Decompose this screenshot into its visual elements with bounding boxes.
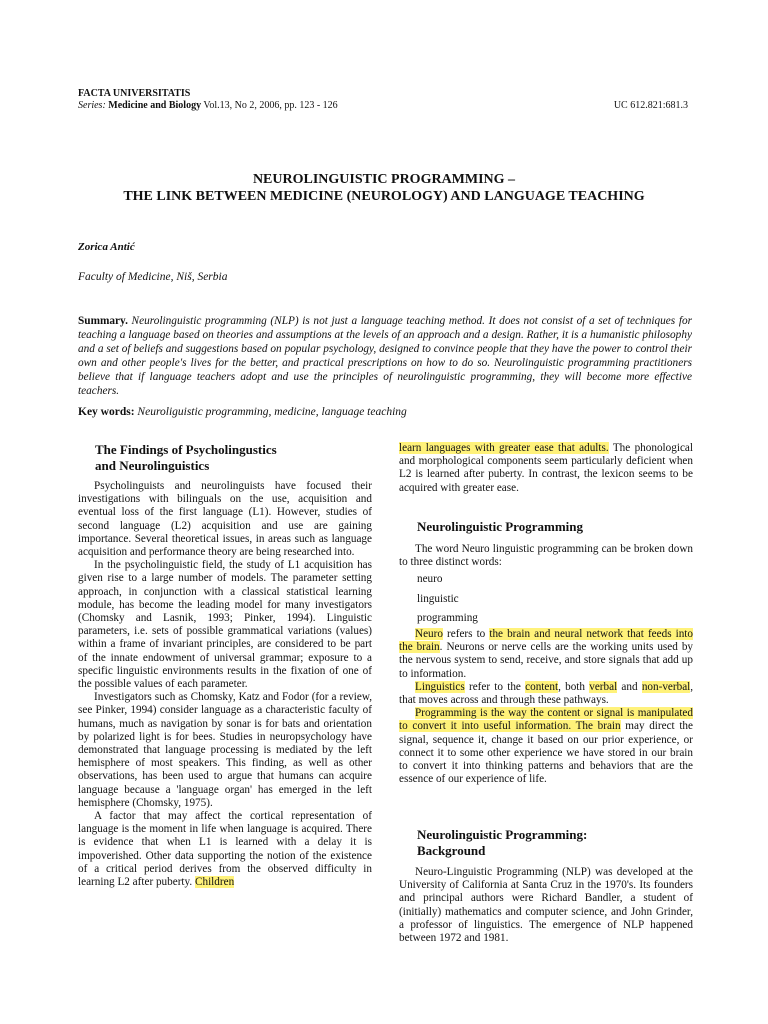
highlighted-text: Children [195, 876, 235, 889]
left-column-body [78, 480, 372, 889]
paragraph-text: . Neurons or nerve cells are the working units used by the nervous system to send, receive, and store signals that add up to information. [399, 641, 694, 680]
highlighted-text: Neuro [415, 628, 443, 640]
highlighted-text: Linguistics [415, 680, 465, 693]
section-heading-findings [95, 442, 277, 474]
paragraph: Neuro-Linguistic Programming (NLP) was developed at the University of California at Santa Cruz in the 1970's. Its founders and principal authors were Richard Bandler, a student of (initially) mathematics and computer science, and John Grinder, a professor of linguistics. The emergence of NLP happened between 1972 and 1981. [399, 866, 693, 945]
udc-code: UC 612.821:681.3 [613, 100, 688, 111]
paragraph: Investigators such as Chomsky, Katz and Fodor (for a review, see Pinker, 1994) consider language as a characteristic faculty of humans, much as navigation by sonar is for bats and orientation by polarized light is for bees. Studies in neuropsychology have demonstrated that language processing is mediated by the left hemisphere of most speakers. This finding, as well as other observations, has been used to argue that humans can acquire language because a 'language organ' has emerged in the left hemisphere (Chomsky, 1975). [78, 691, 372, 809]
nlp-intro [399, 543, 693, 569]
paragraph [399, 442, 693, 495]
keywords [78, 406, 407, 418]
journal-name: FACTA UNIVERSITATIS [78, 88, 191, 99]
highlighted-text: learn languages with greater ease that adults. [399, 442, 609, 454]
series-label: Series: [78, 100, 106, 111]
word-item: programming [417, 612, 478, 624]
paragraph-text: refers to [447, 628, 486, 640]
paragraph [78, 810, 372, 889]
paragraph: Psycholinguists and neurolinguists have focused their investigations with bilinguals on the use, acquisition and eventual loss of the first language (L1). However, studies of second language (L2) acquisition and use are gaining importance. Several theoretical issues, in areas such as language acquisition and performance theory are being researched into. [78, 480, 372, 559]
background-body [399, 866, 693, 945]
keywords-value: Neuroliguistic programming, medicine, language teaching [137, 406, 407, 418]
section-heading-nlp: Neurolinguistic Programming [417, 519, 583, 534]
paragraph-programming [399, 707, 693, 786]
heading-line1: The Findings of Psycholingustics [95, 442, 277, 457]
heading-line1: Neurolinguistic Programming: [417, 827, 588, 842]
series-volume: Vol.13, No 2, 2006, pp. 123 - 126 [203, 100, 338, 111]
nlp-definitions [399, 628, 693, 786]
paragraph-text: , both [558, 680, 585, 693]
highlighted-text: non-verbal [641, 680, 691, 693]
paragraph: In the psycholinguistic field, the study of L1 acquisition has given rise to a large number of models. The parameter setting approach, in conjunction with a classical statistical learning module, has become the leading model for many investigators (Chomsky and Lasnik, 1993; Pinker, 1994). Linguistic parameters, i.e. sets of possible grammatical variations (values) within a frame of invariant principles, are considered to be part of the innate endowment of universal grammar; exposure to a specific linguistic environments results in the fixation of one of the possible values of each parameter. [78, 559, 372, 691]
paper-title-line2: THE LINK BETWEEN MEDICINE (NEUROLOGY) AND LANGUAGE TEACHING [123, 189, 645, 204]
highlighted-text: verbal [589, 680, 618, 693]
paragraph-text: refer to the [468, 680, 521, 693]
paragraph-neuro [399, 628, 693, 681]
paragraph: The word Neuro linguistic programming can be broken down to three distinct words: [399, 543, 693, 569]
summary-text: Neurolinguistic programming (NLP) is not just a language teaching method. It does not consist of a set of techniques for teaching a language based on theories and assumptions at the levels of an approach and a design. Rather, it is a humanistic philosophy and a set of beliefs and suggestions based on popular psychology, designed to convince people that they have the power to control their own and other people's lives for the better, and practical prescriptions on how to do so. Neurolinguistic programming practitioners believe that if language teachers adopt and use the principles of neurolinguistic programming, they will become more effective teachers. [78, 315, 692, 397]
paragraph-text: , that moves across and through these pathways. [399, 680, 694, 707]
paragraph-linguistics [399, 681, 693, 707]
highlighted-text: Programming is the way the content or signal is manipulated to convert it into useful information. The brain [399, 707, 693, 733]
section-heading-background [417, 827, 587, 859]
series-line [78, 100, 338, 111]
summary-label: Summary. [78, 315, 128, 327]
keywords-label: Key words: [78, 406, 135, 418]
summary [78, 314, 692, 398]
paragraph-text: may direct the signal, sequence it, change it based on our prior experience, or connect it to some other experience we have stored in our brain to convert it into thinking patterns and behaviors that are the essence of our experience of life. [399, 720, 693, 786]
paper-title-line1: NEUROLINGUISTIC PROGRAMMING – [252, 172, 516, 187]
series-name: Medicine and Biology [108, 100, 202, 111]
word-item: linguistic [417, 593, 459, 605]
paragraph-text: and [621, 680, 638, 693]
paragraph-text: A factor that may affect the cortical representation of language is the moment in life when language is acquired. There is evidence that when L1 is learned with a delay it is impoverished. Other data supporting the notion of the existence of a critical period derives from the observed difficulty in learning L2 after puberty. [78, 810, 372, 889]
highlighted-text: the brain and neural network that feeds into the brain [399, 628, 694, 654]
heading-line2: Background [417, 843, 486, 858]
highlighted-text: content [525, 680, 559, 693]
author-name: Zorica Antić [78, 241, 135, 253]
heading-line2: and Neurolinguistics [95, 458, 210, 473]
paragraph-text: The phonological and morphological components seem particularly deficient when L2 is learned after puberty. In contrast, the lexicon seems to be acquired with greater ease. [399, 442, 693, 494]
right-column-continuation [399, 442, 693, 495]
affiliation: Faculty of Medicine, Niš, Serbia [78, 271, 228, 283]
word-item: neuro [417, 573, 443, 585]
